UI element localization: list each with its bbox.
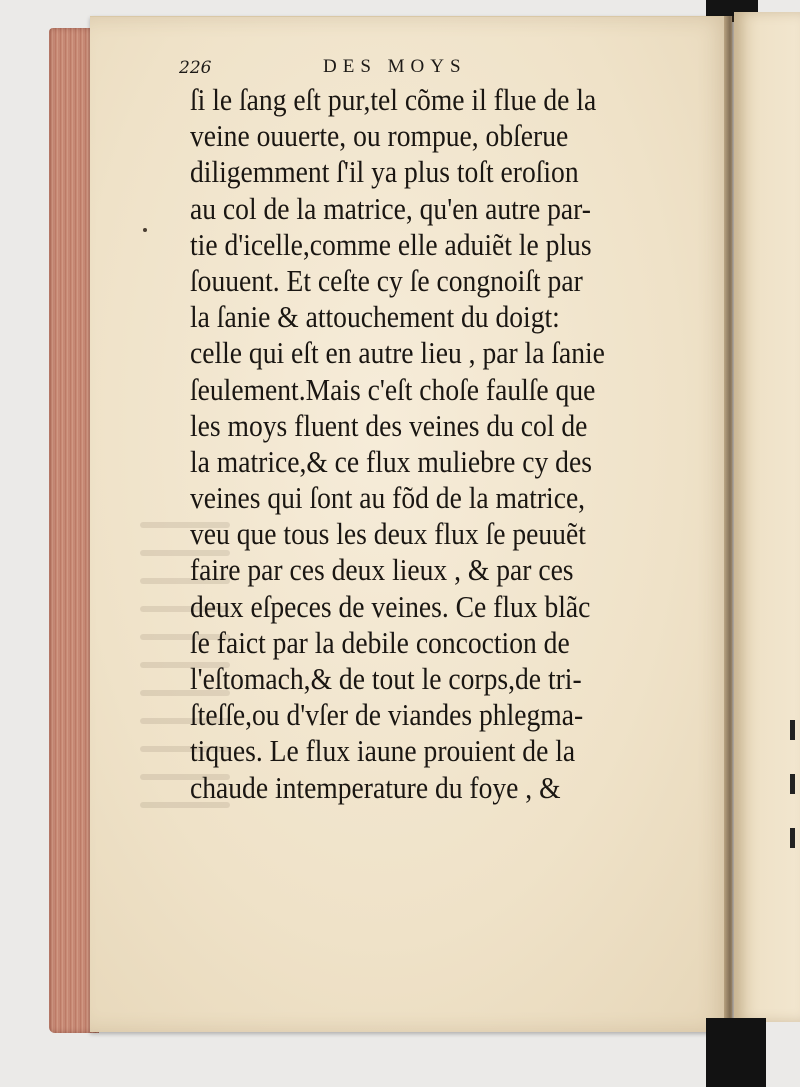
- text-line: veu que tous les deux flux ſe peuuẽt: [190, 517, 586, 552]
- text-line: l'eſtomach,& de tout le corps,de tri-: [190, 662, 582, 696]
- text-line: ſeulement.Mais c'eſt choſe faulſe que: [190, 372, 596, 407]
- text-line: tiques. Le flux iaune prouient de la: [190, 734, 576, 769]
- text-line: ſi le ſang eſt pur,tel cõme il flue de la: [190, 83, 597, 117]
- body-text: [190, 82, 690, 806]
- text-line: les moys fluent des veines du col de: [190, 408, 588, 443]
- right-page-glyphs: [790, 720, 795, 882]
- text-line: ſouuent. Et ceſte cy ſe congnoiſt par: [190, 263, 583, 298]
- text-line: au col de la matrice, qu'en autre par-: [190, 191, 591, 226]
- page-number: 226: [179, 58, 212, 78]
- text-line: diligemment ſ'il ya plus toſt eroſion: [190, 155, 579, 190]
- text-line: la ſanie & attouchement du doigt:: [190, 300, 560, 335]
- text-line: veines qui ſont au fõd de la matrice,: [190, 481, 586, 516]
- bookmark-ribbon-bottom: [706, 1018, 766, 1087]
- text-line: faire par ces deux lieux , & par ces: [190, 553, 574, 588]
- text-line: tie d'icelle,comme elle aduiẽt le plus: [190, 227, 592, 262]
- page-header: [179, 58, 639, 84]
- text-line: ſteſſe,ou d'vſer de viandes phlegma-: [190, 698, 584, 733]
- text-line: ſe faict par la debile concoction de: [190, 625, 570, 660]
- text-line: la matrice,& ce flux muliebre cy des: [190, 444, 592, 479]
- text-line: celle qui eſt en autre lieu , par la ſanie: [190, 336, 605, 371]
- running-head: DES MOYS: [323, 56, 467, 77]
- text-line: deux eſpeces de veines. Ce flux blãc: [190, 589, 591, 624]
- text-line: chaude intemperature du foye , &: [190, 770, 561, 805]
- text-line: veine ouuerte, ou rompue, obſerue: [190, 119, 569, 154]
- margin-mark: [143, 228, 147, 232]
